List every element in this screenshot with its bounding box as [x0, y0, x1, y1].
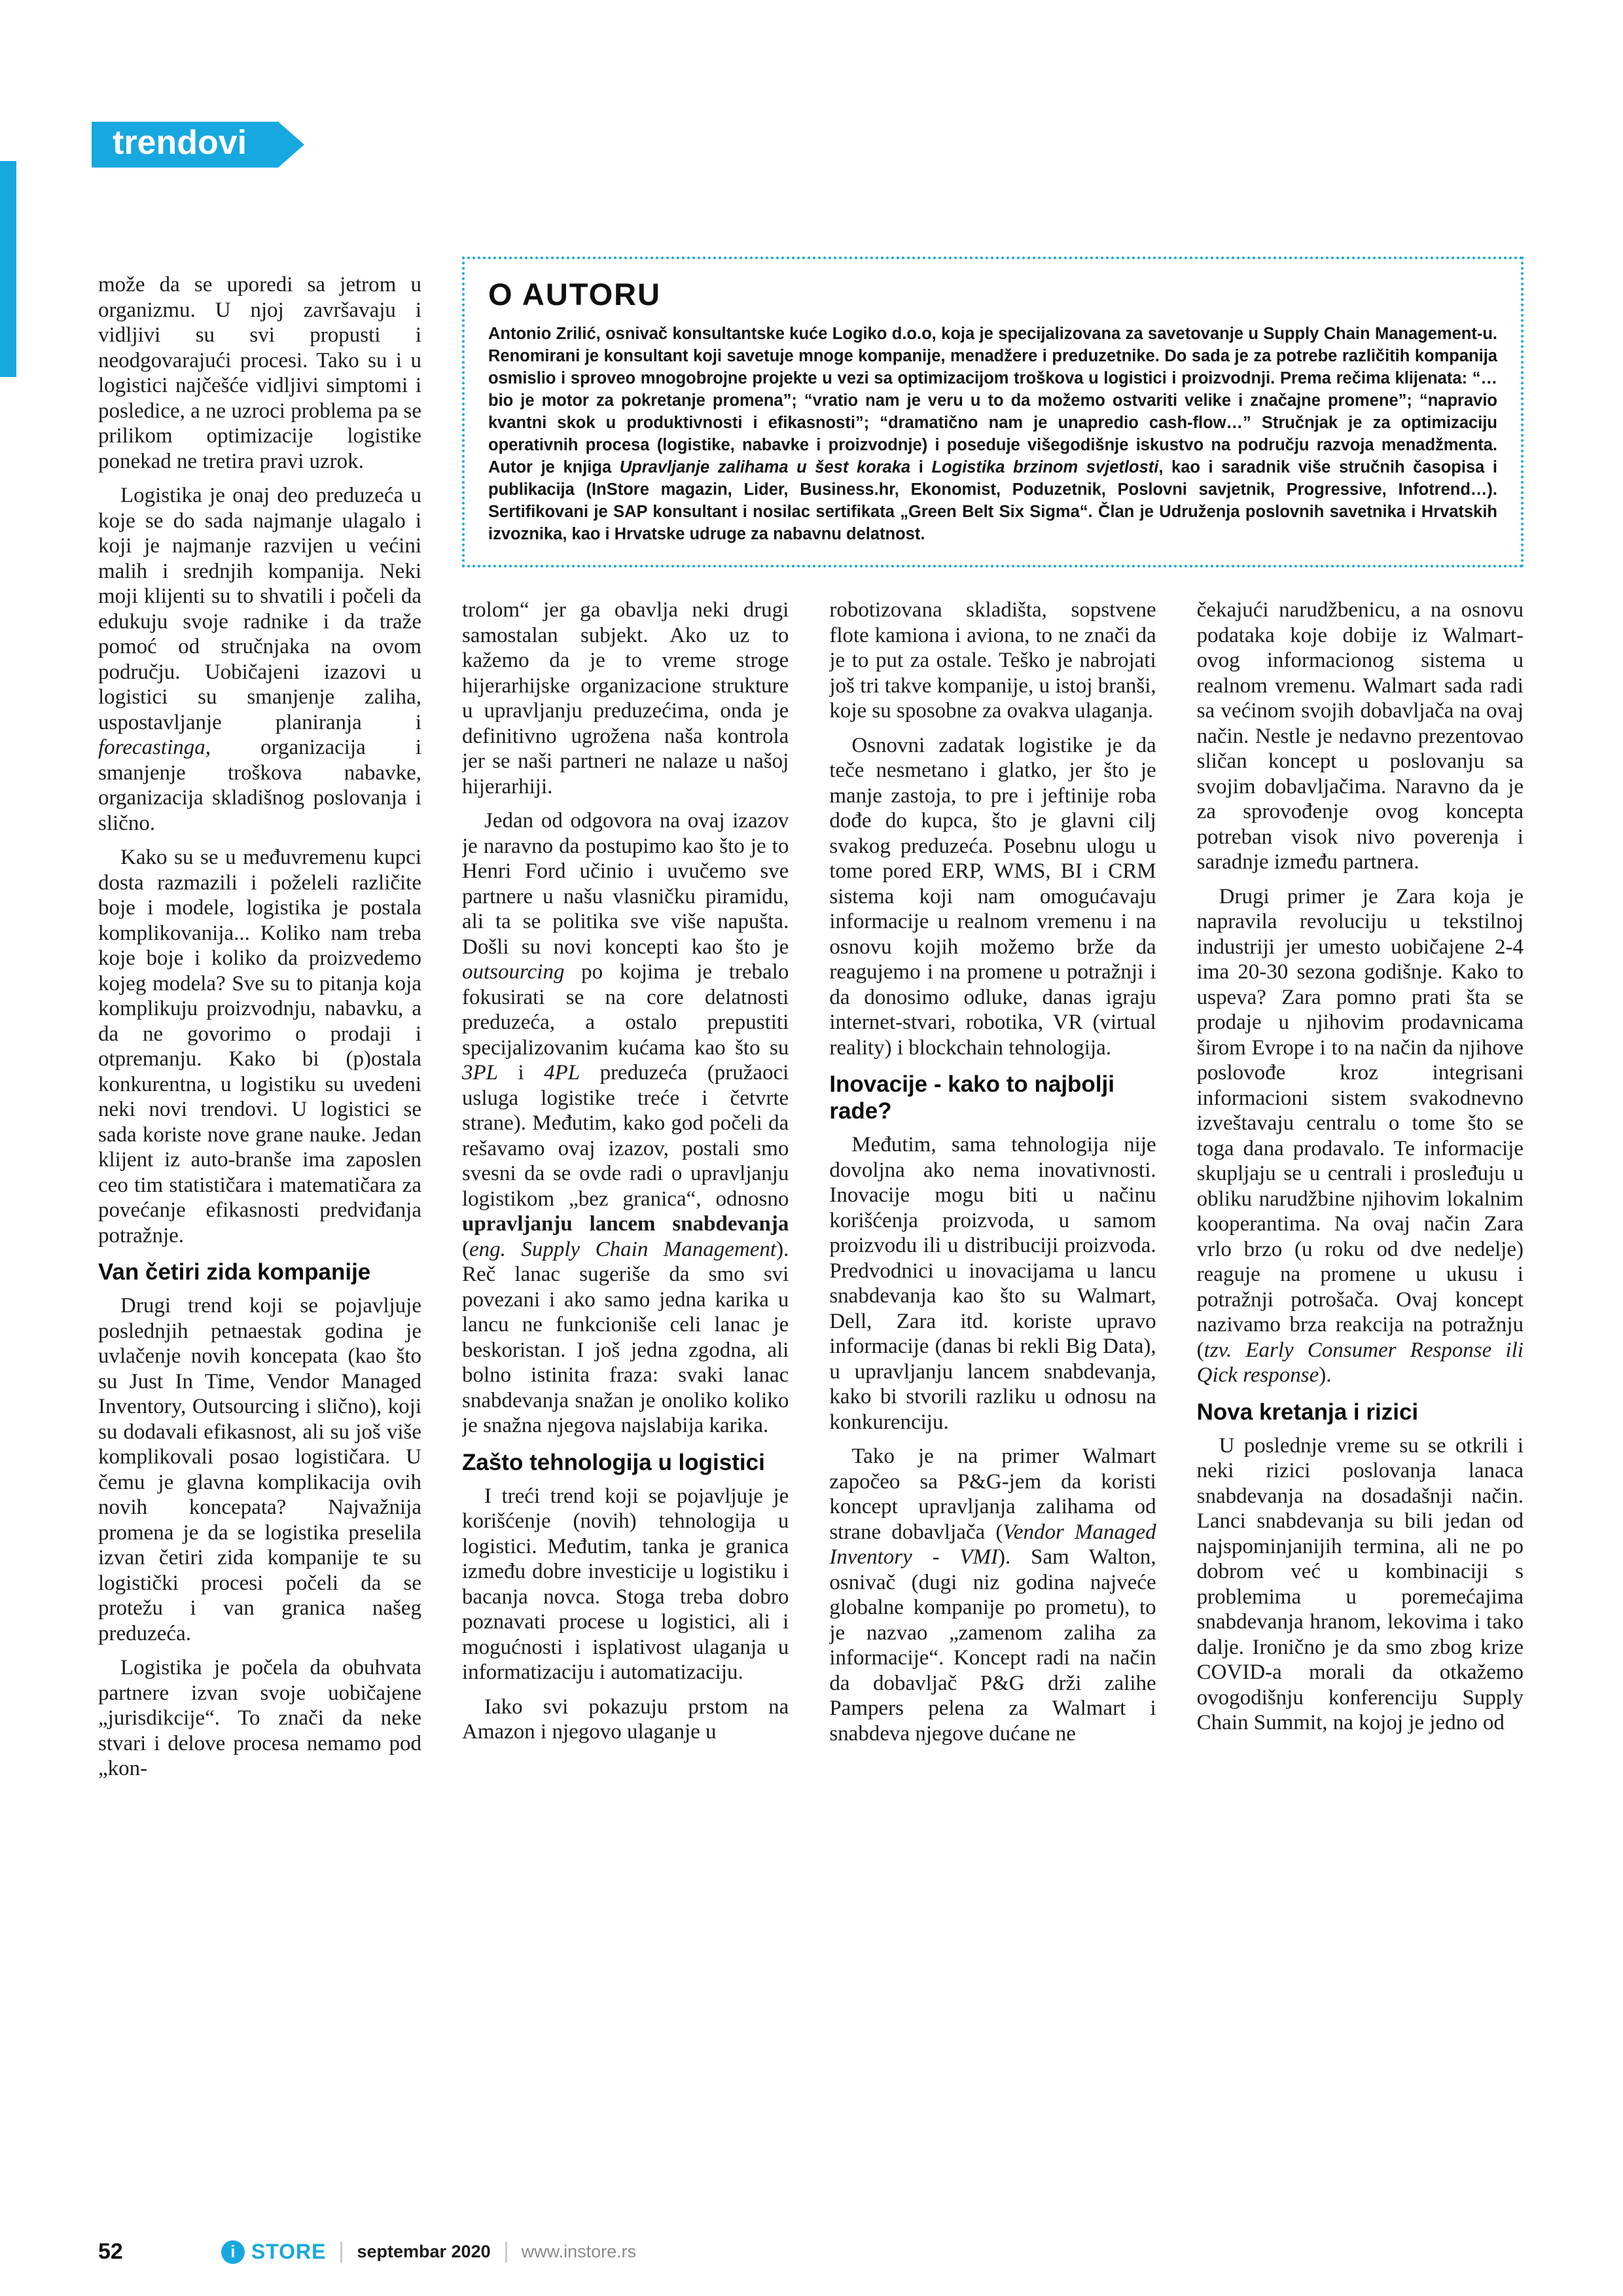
author-box: [462, 257, 1524, 567]
article-body: [98, 257, 1524, 2204]
article-column-1: [98, 257, 421, 2204]
article-heading: Van četiri zida kompanije: [98, 1259, 371, 1285]
article-heading: Nova kretanja i rizici: [1196, 1399, 1419, 1425]
article-paragraph: Tako je na primer Walmart započeo sa P&G-jem da koristi koncept upravljanja zalihama od strane dobavljača (Vendor Managed Inventory - VMI). Sam Walton, osnivač (dugi niz godina najveće globalne kompanije po prometu), to je nazvao „zamenom zaliha za informacije“. Koncept radi na način da dobavljač P&G drži zalihe Pampers pelena za Walmart i snabdeva njegove dućane ne: [829, 1444, 1156, 1746]
article-heading: Inovacije - kako to najbolji rade?: [829, 1071, 1115, 1124]
article-column-4: [1197, 598, 1524, 2204]
author-box-title: O AUTORU: [488, 277, 662, 312]
left-edge-accent-bar: [0, 161, 16, 377]
lower-columns: [462, 598, 1524, 2204]
article-paragraph: Logistika je počela da obuhvata partnere izvan svoje uobičajene „jurisdikcije“. To znači da neke stvari i delove procesa nemamo pod „kon-: [98, 1656, 421, 1780]
section-label: trendovi: [113, 124, 247, 162]
article-paragraph: Međutim, sama tehnologija nije dovoljna ako nema inovativnosti. Inovacije mogu biti u načinu korišćenja proizvoda, u samom proizvodu ili u distribuciji proizvoda. Predvodnici u inovacijama u lancu snabdevanja kao što su Walmart, Dell, Zara itd. koriste upravo informacije (danas bi rekli Big Data), u upravljanju lancem snabdevanja, kako bi stvorili razliku u odnosu na konkurenciju.: [829, 1133, 1156, 1434]
article-paragraph: I treći trend koji se pojavljuje je korišćenje (novih) tehnologija u logistici. Međutim, tanka je granica između dobre investicije u logistiku i bacanja novca. Stoga treba dobro poznavati procese u logistici, ali i mogućnosti i isplativost ulaganja u informatizaciju i automatizaciju.: [462, 1484, 789, 1684]
article-paragraph: čekajući narudžbenicu, a na osnovu podataka koje dobije iz Walmart-ovog informacionog sistema u realnom vremenu. Walmart sada radi sa većinom svojih dobavljača na ovaj način. Nestle je nedavno prezentovao sličan koncept u poslovanju sa svojim dobavljačima. Naravno da je za sprovođenje ovog koncepta potreban visok nivo poverenja i saradnje između partnera.: [1196, 598, 1524, 874]
instore-logo-text: STORE: [251, 2240, 327, 2263]
issue-date: septembar 2020: [357, 2242, 491, 2261]
article-paragraph: može da se uporedi sa jetrom u organizmu. U njoj završavaju i vidljivi su svi propusti i neodgovarajući procesi. Tako su i u logistici najčešće vidljivi simptomi i posledice, a ne uzroci problema pa se prilikom optimizacije logistike ponekad ne tretira pravi uzrok.: [98, 273, 421, 473]
article-heading: Zašto tehnologija u logistici: [462, 1449, 765, 1475]
article-column-3: [829, 598, 1156, 2204]
footer-separator: [340, 2242, 342, 2263]
article-paragraph: Iako svi pokazuju prstom na Amazon i njegovo ulaganje u: [462, 1695, 789, 1744]
article-paragraph: Logistika je onaj deo preduzeća u koje se do sada najmanje ulagalo i koji je najmanje razvijen u većini malih i srednjih kompanija. Neki moji klijenti su to shvatili i počeli da edukuju svoje radnike i da traže pomoć od stručnjaka na ovom području. Uobičajeni izazovi u logistici su smanjenje zaliha, uspostavljanje planiranja i forecastinga, organizacija i smanjenje troškova nabavke, organizacija skladišnog poslovanja i slično.: [98, 484, 421, 835]
author-box-text: Antonio Zrilić, osnivač konsultantske kuće Logiko d.o.o, koja je specijalizovana za savetovanje u Supply Chain Management-u. Renomirani je konsultant koji savetuje mnoge kompanije, menadžere i preduzetnike. Do sada je za potrebe različitih kompanija osmislio i sproveo mnogobrojne projekte u vezi sa optimizacijom troškova u logistici i proizvodnji. Prema rečima klijenata: “…bio je motor za pokretanje promena”; “vratio nam je veru u to da možemo ostvariti velike i značajne promene”; “napravio kvantni skok u produktivnosti i efikasnosti”; “dramatično nam je unapredio cash-flow…” Stručnjak je za optimizaciju operativnih procesa (logistike, nabavke i proizvodnje) i poseduje višegodišnje iskustvo na području razvoja menadžmenta. Autor je knjiga Upravljanje zalihama u šest koraka i Logistika brzinom svjetlosti, kao i saradnik više stručnih časopisa i publikacija (InStore magazin, Lider, Business.hr, Ekonomist, Poduzetnik, Poslovni savjetnik, Progressive, Infotrend…). Sertifikovani je SAP konsultant i nosilac sertifikata „Green Belt Six Sigma“. Član je Udruženja poslovnih savetnika i Hrvatskih izvoznika, kao i Hrvatske udruge za nabavnu delatnost.: [488, 325, 1497, 543]
instore-logo: [221, 2240, 327, 2264]
article-column-2: [462, 598, 789, 2204]
article-paragraph: Drugi primer je Zara koja je napravila revoluciju u tekstilnoj industriji jer umesto uobičajene 2-4 ima 20-30 sezona godišnje. Kako to uspeva? Zara pomno prati šta se prodaje u njihovim prodavnicama širom Evrope i to na način da njihove poslovođe kroz integrisani informacioni sistem svakodnevno izveštavaju centralu o tome što se toga dana prodavalo. Te informacije skupljaju se u centrali i prosleđuju u obliku narudžbine njihovim lokalnim kooperantima. Na ovaj način Zara vrlo brzo (u roku od dve nedelje) reaguje na promene u ukusu i potražnji potrošača. Ovaj koncept nazivamo brza reakcija na potražnju (tzv. Early Consumer Response ili Qick response).: [1196, 884, 1524, 1387]
section-tag: [92, 122, 278, 168]
page-footer: [98, 2239, 1525, 2265]
article-paragraph: Drugi trend koji se pojavljuje poslednjih petnaestak godina je uvlačenje novih koncepata (kao što su Just In Time, Vendor Managed Inventory, Outsourcing i slično), koji su dodavali efikasnost, ali su još više komplikovali posao logističara. U čemu je glavna komplikacija ovih novih koncepata? Najvažnija promena je da se logistika preselila izvan četiri zida kompanije te su logistički procesi počeli da se protežu i van granica našeg preduzeća.: [98, 1294, 421, 1645]
instore-logo-icon: i: [221, 2240, 245, 2264]
website-url: www.instore.rs: [521, 2242, 637, 2261]
right-content: [462, 257, 1524, 2204]
article-paragraph: trolom“ jer ga obavlja neki drugi samostalan subjekt. Ako uz to kažemo da je to vreme stroge hijerarhijske organizacione strukture u upravljanju preduzećima, onda je definitivno ugrožena naša kontrola jer se naši partneri ne nalaze u našoj hijerarhiji.: [462, 598, 789, 798]
article-paragraph: Jedan od odgovora na ovaj izazov je naravno da postupimo kao što je to Henri Ford učinio i uvučemo sve partnere u našu vlasničku piramidu, ali ta se politika sve više napušta. Došli su novi koncepti kao što je outsourcing po kojima je trebalo fokusirati se na core delatnosti preduzeća, a ostalo prepustiti specijalizovanim kućama kao što su 3PL i 4PL preduzeća (pružaoci usluga logistike treće i četvrte strane). Međutim, kako god počeli da rešavamo ovaj izazov, postali smo svesni da se ovde radi o upravljanju logistikom „bez granica“, odnosno upravljanju lancem snabdevanja (eng. Supply Chain Management). Reč lanac sugeriše da smo svi povezani i ako samo jedna karika u lancu ne funkcioniše celi lanac je beskoristan. I još jedna zgodna, ali bolno istinita fraza: svaki lanac snabdevanja snažan je onoliko koliko je snažna njegova najslabija karika.: [462, 809, 789, 1437]
page-number: 52: [98, 2239, 123, 2264]
article-paragraph: robotizovana skladišta, sopstvene flote kamiona i aviona, to ne znači da je to put za ostale. Teško je nabrojati još tri takve kompanije, u istoj branši, koje su sposobne za ovakva ulaganja.: [829, 598, 1156, 723]
article-paragraph: Kako su se u međuvremenu kupci dosta razmazili i poželeli različite boje i modele, logistika je postala komplikovanija... Koliko nam treba koje boje i koliko da proizvedemo kojeg modela? Sve su to pitanja koja komplikuju proizvodnju, nabavku, a da ne govorimo o prodaji i otpremanju. Kako bi (p)ostala konkurentna, u logistiku su uvedeni neki novi trendovi. U logistici se sada koriste nove grane nauke. Jedan klijent iz auto-branše ima zaposlen ceo tim statističara i matematičara za povećanje efikasnosti predviđanja potražnje.: [98, 846, 421, 1247]
article-paragraph: Osnovni zadatak logistike je da teče nesmetano i glatko, jer što je manje zastoja, to pre i jeftinije roba dođe do kupca, što je glavni cilj svakog preduzeća. Posebnu ulogu u tome pored ERP, WMS, BI i CRM sistema koji nam omogućavaju informacije u realnom vremenu i na osnovu kojih možemo brže da reagujemo i na promene u potražnji i da donosimo odluke, danas igraju internet-stvari, robotika, VR (virtual reality) i blockchain tehnologija.: [829, 733, 1156, 1060]
footer-separator: [505, 2242, 507, 2263]
article-paragraph: U poslednje vreme su se otkrili i neki rizici poslovanja lanaca snabdevanja na dosadašnji način. Lanci snabdevanja su bili jedan od najspominjanijih termina, ali ne po dobrom već u kombinaciji s problemima u poremećajima snabdevanja hranom, lekovima i tako dalje. Ironično je da smo zbog krize COVID-a morali da otkažemo ovogodišnju konferenciju Supply Chain Summit, na kojoj je jedno od: [1196, 1433, 1524, 1734]
